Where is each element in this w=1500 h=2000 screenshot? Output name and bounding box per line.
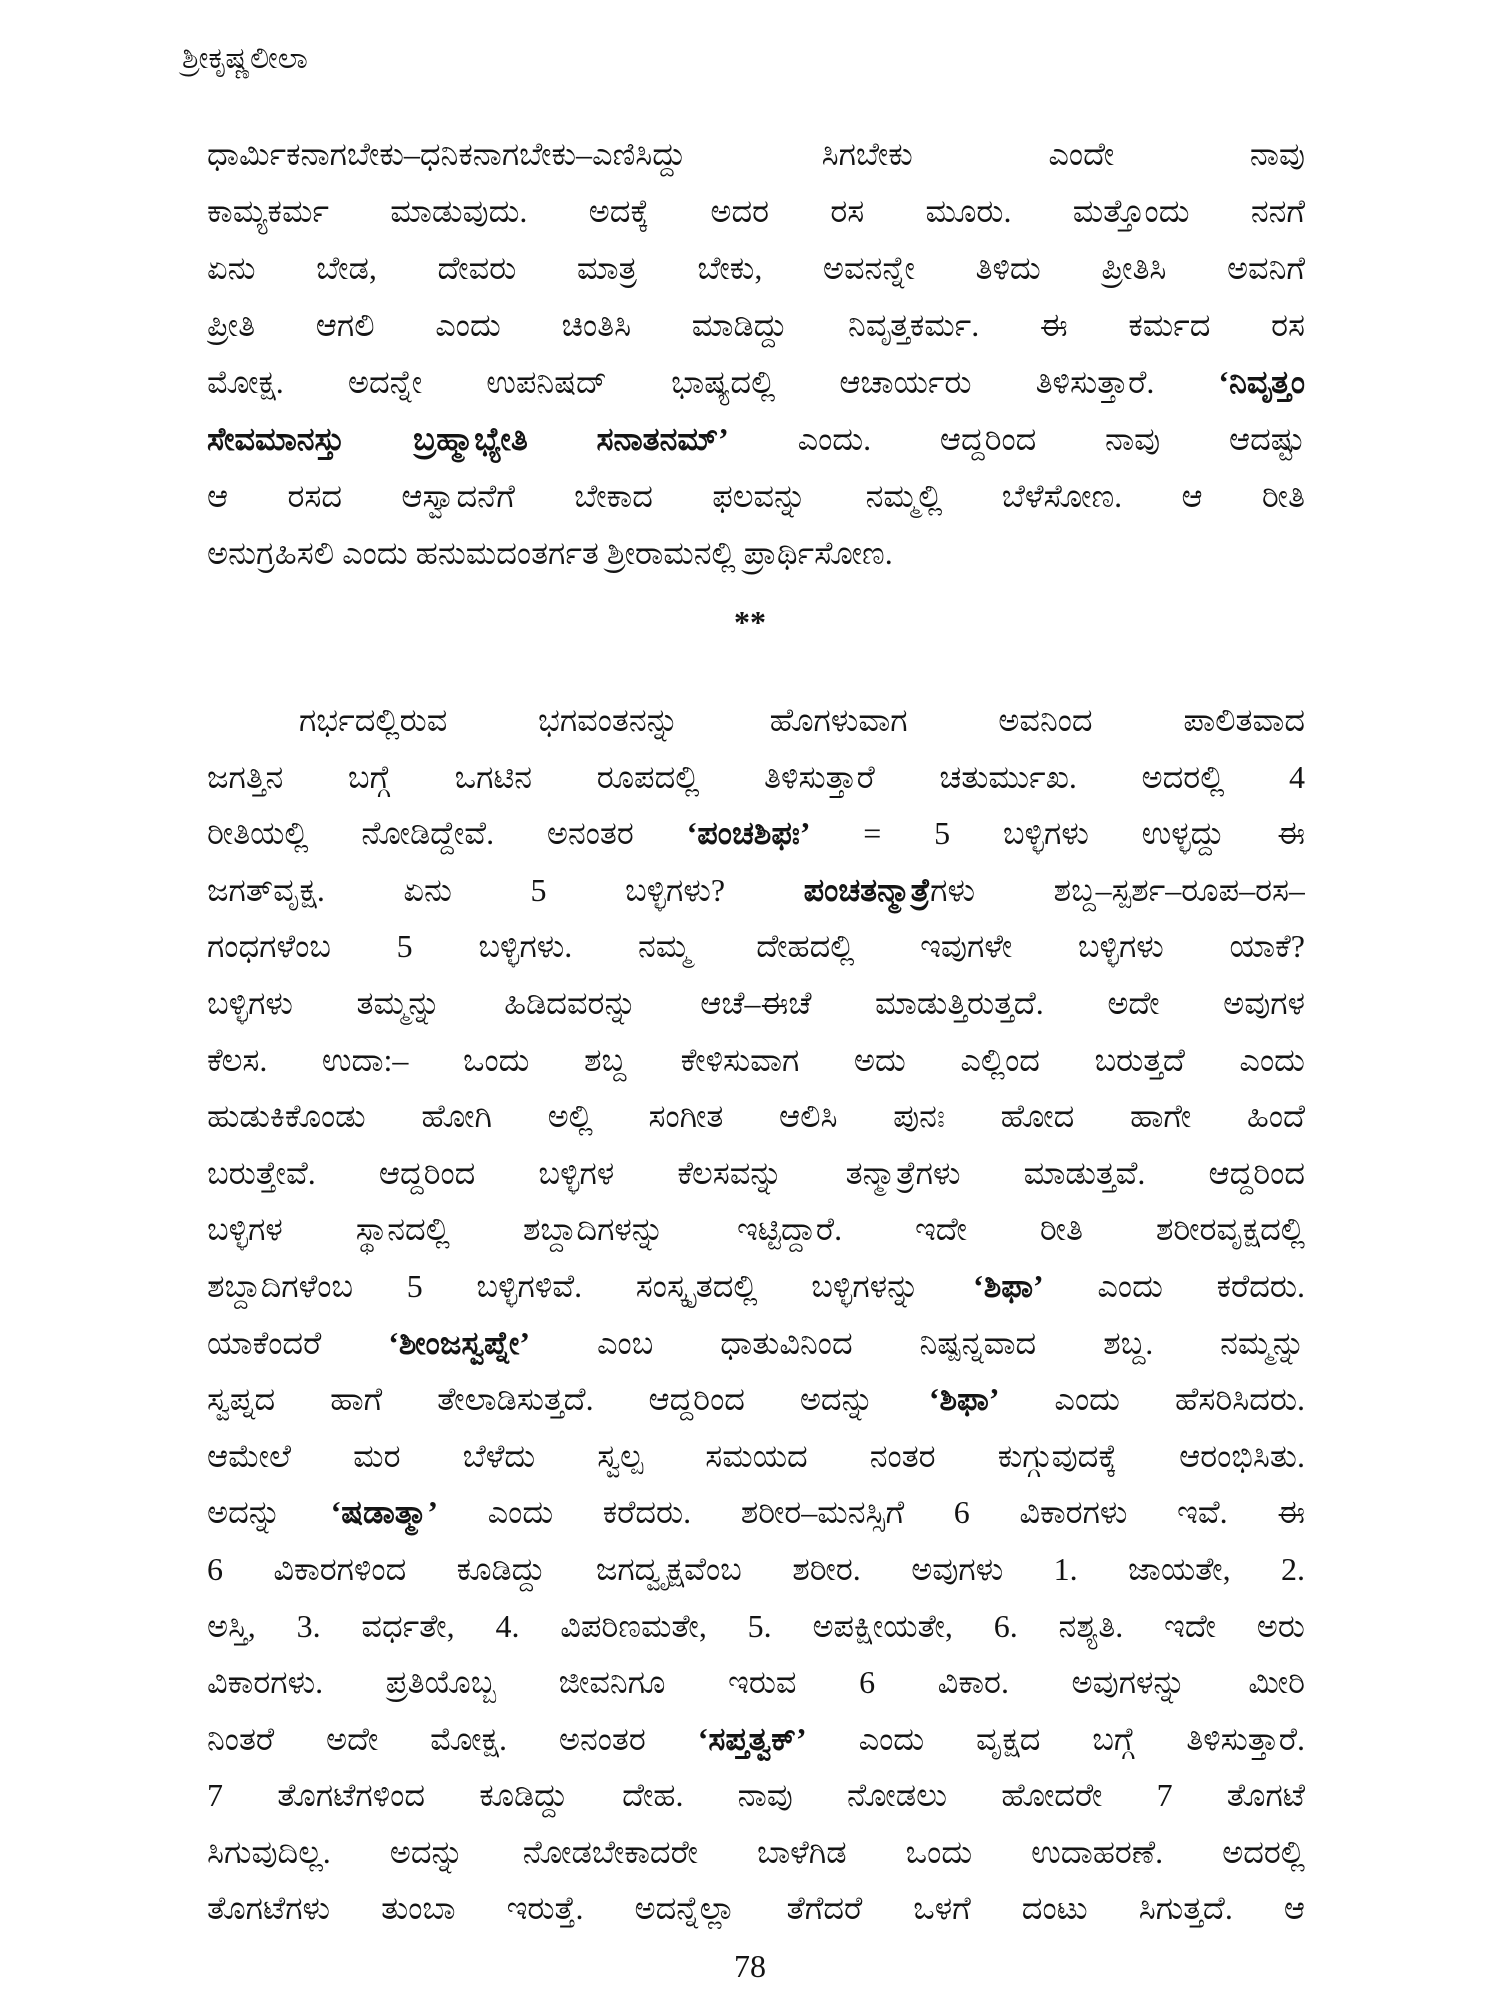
text-segment: ಜಗತ್ತಿನ ಬಗ್ಗೆ ಒಗಟಿನ ರೂಪದಲ್ಲಿ ತಿಳಿಸುತ್ತಾರೆ ಚತುರ್ಮುಖ. ಅದರಲ್ಲಿ 4 <box>207 758 1305 795</box>
text-segment: ಗರ್ಭದಲ್ಲಿರುವ ಭಗವಂತನನ್ನು ಹೊಗಳುವಾಗ ಅವನಿಂದ ಪಾಲಿತವಾದ <box>299 702 1305 738</box>
emphasized-text: ಪಂಚತನ್ಮಾತ್ರೆ <box>803 871 931 908</box>
text-segment: ಮೋಕ್ಷ. ಅದನ್ನೇ ಉಪನಿಷದ್ ಭಾಷ್ಯದಲ್ಲಿ ಆಚಾರ್ಯರು ತಿಳಿಸುತ್ತಾರೆ. <box>207 364 1219 400</box>
text-line <box>207 468 1305 525</box>
text-line <box>207 1880 1305 1937</box>
text-line <box>207 1484 1305 1541</box>
text-segment: ಶಬ್ದಾದಿಗಳೆಂಬ 5 ಬಳ್ಳಿಗಳಿವೆ. ಸಂಸ್ಕೃತದಲ್ಲಿ ಬಳ್ಳಿಗಳನ್ನು <box>207 1267 974 1304</box>
text-line <box>207 805 1305 862</box>
text-line <box>207 692 1305 749</box>
text-segment: ಗಳು ಶಬ್ದ–ಸ್ಪರ್ಶ–ರೂಪ–ರಸ– <box>930 871 1305 908</box>
running-title: ಶ್ರೀಕೃಷ್ಣಲೀಲಾ <box>182 42 308 75</box>
text-segment: ನಿಂತರೆ ಅದೇ ಮೋಕ್ಷ. ಅನಂತರ <box>207 1720 698 1757</box>
text-segment: ಗಂಧಗಳೆಂಬ 5 ಬಳ್ಳಿಗಳು. ನಮ್ಮ ದೇಹದಲ್ಲಿ ಇವುಗಳೇ ಬಳ್ಳಿಗಳು ಯಾಕೆ? <box>207 928 1305 965</box>
text-segment: ವಿಕಾರಗಳು. ಪ್ರತಿಯೊಬ್ಬ ಜೀವನಿಗೂ ಇರುವ 6 ವಿಕಾರ. ಅವುಗಳನ್ನು ಮೀರಿ <box>207 1664 1305 1701</box>
emphasized-text: ‘ನಿವೃತ್ತಂ <box>1218 364 1305 400</box>
text-segment: = 5 ಬಳ್ಳಿಗಳು ಉಳ್ಳದ್ದು ಈ <box>810 815 1305 852</box>
text-line <box>207 1767 1305 1824</box>
text-segment: ತೊಗಟೆಗಳು ತುಂಬಾ ಇರುತ್ತೆ. ಅದನ್ನೆಲ್ಲಾ ತೆಗೆದರೆ ಒಳಗೆ ದಂಟು ಸಿಗುತ್ತದೆ. ಆ <box>207 1890 1305 1927</box>
paragraph <box>207 692 1305 1937</box>
text-line <box>207 525 1305 582</box>
emphasized-text: ‘ಷಡಾತ್ಮಾ’ <box>330 1494 439 1531</box>
text-line <box>207 411 1305 468</box>
text-segment: ಆಮೇಲೆ ಮರ ಬೆಳೆದು ಸ್ವಲ್ಪ ಸಮಯದ ನಂತರ ಕುಗ್ಗುವುದಕ್ಕೆ ಆರಂಭಿಸಿತು. <box>207 1437 1305 1474</box>
emphasized-text: ‘ಸಪ್ತತ್ವಕ್’ <box>697 1720 807 1757</box>
text-segment: ಎಂದು ವೃಕ್ಷದ ಬಗ್ಗೆ ತಿಳಿಸುತ್ತಾರೆ. <box>806 1720 1305 1757</box>
text-line <box>207 297 1305 354</box>
text-segment: ಸಿಗುವುದಿಲ್ಲ. ಅದನ್ನು ನೋಡಬೇಕಾದರೇ ಬಾಳೆಗಿಡ ಒಂದು ಉದಾಹರಣೆ. ಅದರಲ್ಲಿ <box>207 1833 1305 1870</box>
text-segment: ಎಂದು. ಆದ್ದರಿಂದ ನಾವು ಆದಷ್ಟು <box>728 421 1305 457</box>
text-line <box>207 1824 1305 1881</box>
text-line <box>207 126 1305 183</box>
emphasized-text: ‘ಶಿಫಾ’ <box>928 1381 1000 1418</box>
text-segment: ಹುಡುಕಿಕೊಂಡು ಹೋಗಿ ಅಲ್ಲಿ ಸಂಗೀತ ಆಲಿಸಿ ಪುನಃ ಹೋದ ಹಾಗೇ ಹಿಂದೆ <box>207 1098 1305 1135</box>
text-segment: ಅಸ್ತಿ, 3. ವರ್ಧತೇ, 4. ವಿಪರಿಣಮತೇ, 5. ಅಪಕ್ಷೀಯತೇ, 6. ನಶ್ಯತಿ. ಇದೇ ಅರು <box>207 1607 1305 1644</box>
text-segment: ಅದನ್ನು <box>207 1494 331 1531</box>
text-line <box>207 1145 1305 1202</box>
text-line <box>207 354 1305 411</box>
text-line <box>207 1371 1305 1428</box>
text-segment: ಎಂದು ಕರೆದರು. <box>1043 1267 1305 1304</box>
emphasized-text: ‘ಶಿಫಾ’ <box>973 1267 1044 1304</box>
text-segment: ಜಗತ್‌ವೃಕ್ಷ. ಏನು 5 ಬಳ್ಳಿಗಳು? <box>207 871 804 908</box>
text-line <box>207 749 1305 806</box>
text-line <box>207 975 1305 1032</box>
text-segment: ಯಾಕೆಂದರೆ <box>207 1324 389 1361</box>
text-line <box>207 1598 1305 1655</box>
text-segment: 7 ತೊಗಟೆಗಳಿಂದ ಕೂಡಿದ್ದು ದೇಹ. ನಾವು ನೋಡಲು ಹೋದರೇ 7 ತೊಗಟೆ <box>207 1777 1305 1814</box>
emphasized-text: ಸೇವಮಾನಸ್ತು ಬ್ರಹ್ಮಾಭ್ಯೇತಿ ಸನಾತನಮ್’ <box>207 421 729 457</box>
text-segment: ಬರುತ್ತೇವೆ. ಆದ್ದರಿಂದ ಬಳ್ಳಿಗಳ ಕೆಲಸವನ್ನು ತನ್ಮಾತ್ರೆಗಳು ಮಾಡುತ್ತವೆ. ಆದ್ದರಿಂದ <box>207 1154 1305 1191</box>
text-segment: ಆ ರಸದ ಆಸ್ವಾದನೆಗೆ ಬೇಕಾದ ಫಲವನ್ನು ನಮ್ಮಲ್ಲಿ ಬೆಳೆಸೋಣ. ಆ ರೀತಿ <box>207 478 1305 514</box>
text-segment: ಎಂಬ ಧಾತುವಿನಿಂದ ನಿಷ್ಪನ್ನವಾದ ಶಬ್ದ. ನಮ್ಮನ್ನು <box>530 1324 1305 1361</box>
text-line <box>207 1032 1305 1089</box>
text-segment: ಅನುಗ್ರಹಿಸಲಿ ಎಂದು ಹನುಮದಂತರ್ಗತ ಶ್ರೀರಾಮನಲ್ಲಿ ಪ್ರಾರ್ಥಿಸೋಣ. <box>207 535 893 571</box>
text-line <box>207 862 1305 919</box>
text-segment: ಎಂದು ಕರೆದರು. ಶರೀರ–ಮನಸ್ಸಿಗೆ 6 ವಿಕಾರಗಳು ಇವೆ. ಈ <box>438 1494 1305 1531</box>
text-segment: ಕೆಲಸ. ಉದಾ:– ಒಂದು ಶಬ್ದ ಕೇಳಿಸುವಾಗ ಅದು ಎಲ್ಲಿಂದ ಬರುತ್ತದೆ ಎಂದು <box>207 1041 1305 1078</box>
text-line <box>207 1711 1305 1768</box>
text-line <box>207 1541 1305 1598</box>
text-segment: ಏನು ಬೇಡ, ದೇವರು ಮಾತ್ರ ಬೇಕು, ಅವನನ್ನೇ ತಿಳಿದು ಪ್ರೀತಿಸಿ ಅವನಿಗೆ <box>207 250 1305 286</box>
text-segment: ರೀತಿಯಲ್ಲಿ ನೋಡಿದ್ದೇವೆ. ಅನಂತರ <box>207 815 687 852</box>
text-segment: ಪ್ರೀತಿ ಆಗಲಿ ಎಂದು ಚಿಂತಿಸಿ ಮಾಡಿದ್ದು ನಿವೃತ್ತಕರ್ಮ. ಈ ಕರ್ಮದ ರಸ <box>207 307 1305 343</box>
page-number: 78 <box>734 1948 766 1984</box>
text-segment: ಬಳ್ಳಿಗಳು ತಮ್ಮನ್ನು ಹಿಡಿದವರನ್ನು ಆಚೆ–ಈಚೆ ಮಾಡುತ್ತಿರುತ್ತದೆ. ಅದೇ ಅವುಗಳ <box>207 984 1305 1021</box>
text-segment: ಸ್ವಪ್ನದ ಹಾಗೆ ತೇಲಾಡಿಸುತ್ತದೆ. ಆದ್ದರಿಂದ ಅದನ್ನು <box>207 1381 929 1418</box>
text-segment: ಎಂದು ಹೆಸರಿಸಿದರು. <box>999 1381 1305 1418</box>
text-line <box>207 918 1305 975</box>
paragraph <box>207 126 1305 582</box>
text-segment: ಕಾಮ್ಯಕರ್ಮ ಮಾಡುವುದು. ಅದಕ್ಕೆ ಅದರ ರಸ ಮೂರು. ಮತ್ತೊಂದು ನನಗೆ <box>207 193 1305 229</box>
text-line <box>207 1315 1305 1372</box>
text-line <box>207 1201 1305 1258</box>
text-segment: ಬಳ್ಳಿಗಳ ಸ್ಥಾನದಲ್ಲಿ ಶಬ್ದಾದಿಗಳನ್ನು ಇಟ್ಟಿದ್ದಾರೆ. ಇದೇ ರೀತಿ ಶರೀರವೃಕ್ಷದಲ್ಲಿ <box>207 1211 1305 1248</box>
text-segment: ಧಾರ್ಮಿಕನಾಗಬೇಕು–ಧನಿಕನಾಗಬೇಕು–ಎಣಿಸಿದ್ದು ಸಿಗಬೇಕು ಎಂದೇ ನಾವು <box>207 136 1305 172</box>
text-line <box>207 1428 1305 1485</box>
text-line <box>207 1088 1305 1145</box>
text-line <box>207 240 1305 297</box>
section-separator: ** <box>734 604 766 640</box>
emphasized-text: ‘ಶೀಂಜಸ್ವಪ್ನೇ’ <box>388 1324 531 1361</box>
emphasized-text: ‘ಪಂಚಶಿಫಃ’ <box>686 815 811 852</box>
text-line <box>207 183 1305 240</box>
text-line <box>207 1654 1305 1711</box>
text-segment: 6 ವಿಕಾರಗಳಿಂದ ಕೂಡಿದ್ದು ಜಗದ್ವೃಕ್ಷವೆಂಬ ಶರೀರ. ಅವುಗಳು 1. ಜಾಯತೇ, 2. <box>207 1550 1305 1587</box>
text-line <box>207 1258 1305 1315</box>
